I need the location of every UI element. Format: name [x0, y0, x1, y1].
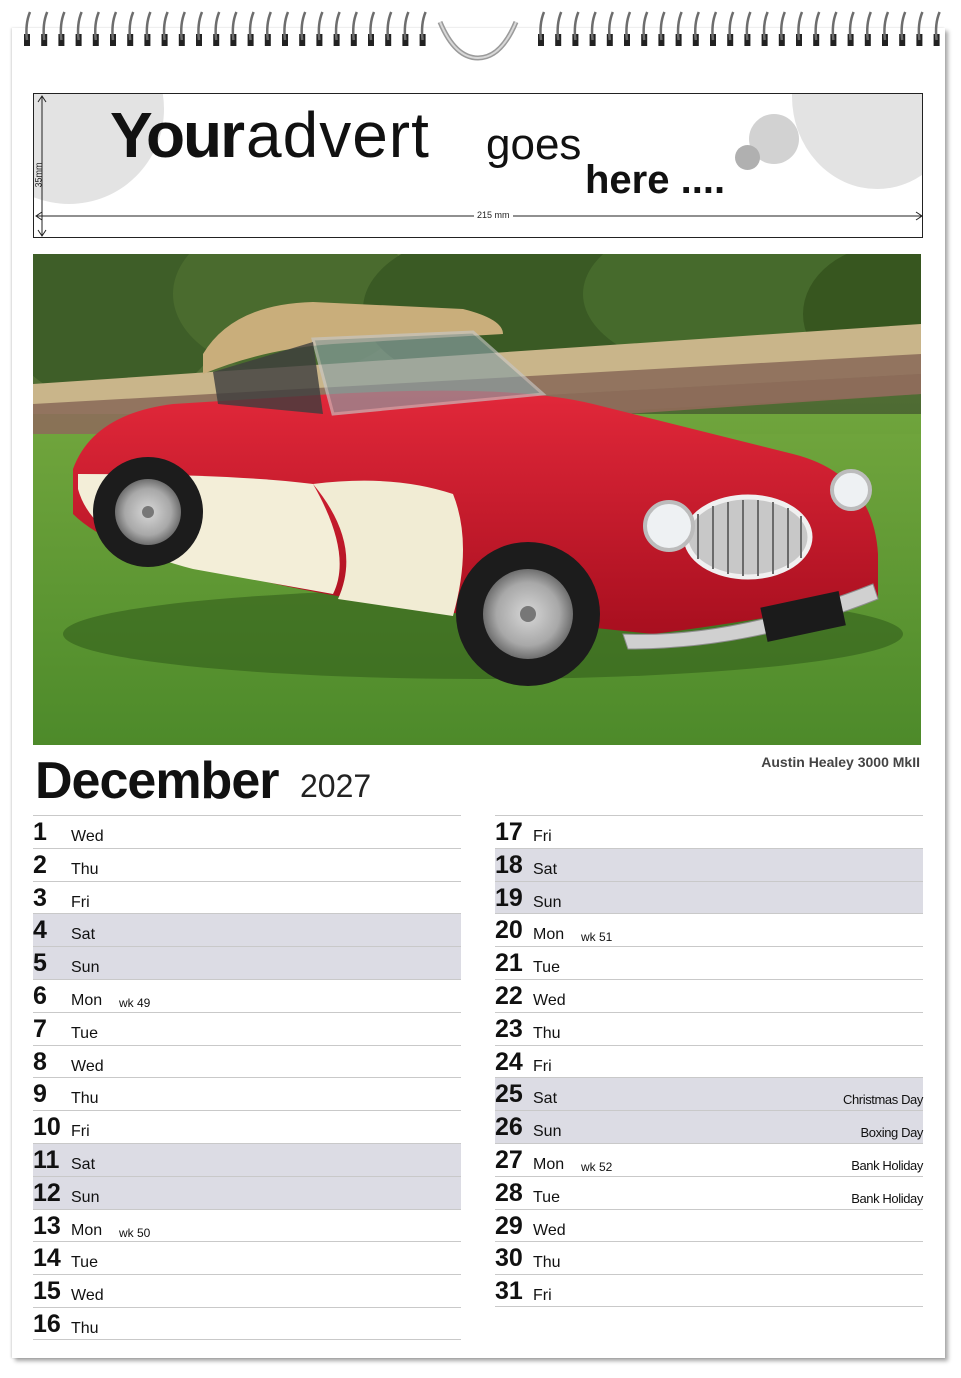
day-number: 27 [495, 1145, 523, 1174]
day-number: 31 [495, 1277, 523, 1306]
day-row [33, 1110, 461, 1143]
day-row [33, 1241, 461, 1274]
day-number: 13 [33, 1211, 61, 1240]
day-number: 29 [495, 1211, 523, 1240]
day-name: Mon [71, 991, 103, 1009]
day-row [495, 1110, 923, 1143]
days-column-left [33, 815, 461, 1340]
day-name: Wed [71, 828, 104, 845]
day-number: 1 [33, 818, 47, 846]
day-row [33, 1012, 461, 1045]
day-row [495, 1274, 923, 1307]
day-name: Fri [533, 828, 552, 845]
day-row [495, 1241, 923, 1274]
day-number: 4 [33, 916, 47, 945]
day-number: 25 [495, 1080, 523, 1109]
day-name: Tue [71, 1024, 98, 1042]
year-title: 2027 [300, 768, 372, 804]
day-name: Wed [71, 1057, 104, 1075]
day-number: 12 [33, 1178, 61, 1207]
day-row [495, 979, 923, 1012]
day-row [33, 946, 461, 979]
day-name: Sat [71, 926, 96, 944]
day-row [33, 1209, 461, 1242]
day-row [495, 1209, 923, 1242]
day-row [33, 979, 461, 1012]
day-number: 3 [33, 883, 47, 912]
day-row [495, 1176, 923, 1209]
day-row [33, 913, 461, 946]
car-photo [33, 254, 921, 745]
day-number: 21 [495, 949, 523, 978]
day-number: 28 [495, 1178, 523, 1207]
day-number: 7 [33, 1014, 47, 1043]
advert-word-advert: advert [246, 99, 430, 171]
day-number: 23 [495, 1014, 523, 1043]
day-number: 15 [33, 1277, 61, 1306]
advert-word-your: Your [110, 99, 244, 171]
day-name: Sun [533, 893, 562, 911]
day-row [495, 1012, 923, 1045]
day-number: 17 [495, 818, 523, 846]
day-name: Fri [71, 893, 90, 911]
week-number: wk 51 [581, 930, 613, 945]
day-row [33, 1274, 461, 1307]
advert-word-here: here .... [585, 158, 726, 202]
holiday-label: Bank Holiday [851, 1157, 923, 1173]
day-row [33, 1045, 461, 1078]
day-name: Mon [533, 926, 565, 944]
day-row [495, 815, 923, 848]
day-name: Fri [71, 1123, 90, 1141]
day-name: Mon [533, 1155, 565, 1173]
day-number: 20 [495, 916, 523, 945]
days-column-right [495, 815, 923, 1307]
day-row [33, 815, 461, 848]
advert-placeholder [33, 93, 923, 238]
day-name: Sat [533, 860, 558, 878]
day-number: 22 [495, 981, 523, 1010]
day-number: 30 [495, 1244, 523, 1273]
day-number: 9 [33, 1080, 47, 1109]
day-row [33, 848, 461, 881]
wire-binding [0, 0, 961, 70]
day-number: 6 [33, 981, 47, 1010]
day-row [33, 1143, 461, 1176]
advert-word-goes: goes [486, 120, 582, 169]
day-name: Sat [71, 1155, 96, 1173]
day-row [495, 946, 923, 979]
day-name: Thu [533, 1254, 561, 1272]
day-number: 2 [33, 850, 47, 879]
day-name: Sat [533, 1090, 558, 1108]
day-name: Fri [533, 1287, 552, 1305]
day-number: 8 [33, 1047, 47, 1076]
month-title: December [35, 752, 279, 810]
day-row [495, 1143, 923, 1176]
advert-height-label: 35mm [33, 162, 44, 188]
day-number: 11 [33, 1145, 60, 1174]
day-name: Mon [71, 1221, 103, 1239]
week-number: wk 52 [581, 1159, 613, 1174]
day-name: Sun [71, 1188, 100, 1206]
day-name: Wed [71, 1287, 104, 1305]
day-number: 24 [495, 1047, 523, 1076]
day-row [495, 848, 923, 881]
day-number: 26 [495, 1113, 523, 1142]
day-name: Thu [71, 1090, 99, 1108]
day-name: Fri [533, 1057, 552, 1075]
day-row [33, 1176, 461, 1209]
day-row [33, 1307, 461, 1340]
day-row [495, 1045, 923, 1078]
day-name: Thu [71, 1319, 99, 1337]
holiday-label: Boxing Day [860, 1125, 923, 1141]
holiday-label: Christmas Day [842, 1092, 923, 1108]
holiday-label: Bank Holiday [851, 1190, 923, 1206]
day-number: 10 [33, 1113, 61, 1142]
day-name: Wed [533, 1221, 566, 1239]
day-number: 5 [33, 949, 47, 978]
day-row [495, 881, 923, 914]
photo-caption: Austin Healey 3000 MkII [761, 754, 920, 770]
day-row [33, 881, 461, 914]
day-row [495, 1077, 923, 1110]
day-row [33, 1077, 461, 1110]
day-number: 19 [495, 883, 523, 912]
day-name: Wed [533, 991, 566, 1009]
day-name: Sun [71, 959, 100, 977]
day-number: 14 [33, 1244, 61, 1273]
day-name: Tue [533, 959, 560, 977]
advert-width-label: 215 mm [474, 210, 513, 220]
day-name: Thu [533, 1024, 561, 1042]
day-number: 18 [495, 850, 523, 879]
day-name: Tue [533, 1188, 560, 1206]
week-number: wk 49 [119, 995, 151, 1010]
day-number: 16 [33, 1309, 61, 1338]
day-row [495, 913, 923, 946]
day-name: Thu [71, 860, 99, 878]
day-name: Sun [533, 1123, 562, 1141]
day-name: Tue [71, 1254, 98, 1272]
week-number: wk 50 [119, 1225, 151, 1240]
